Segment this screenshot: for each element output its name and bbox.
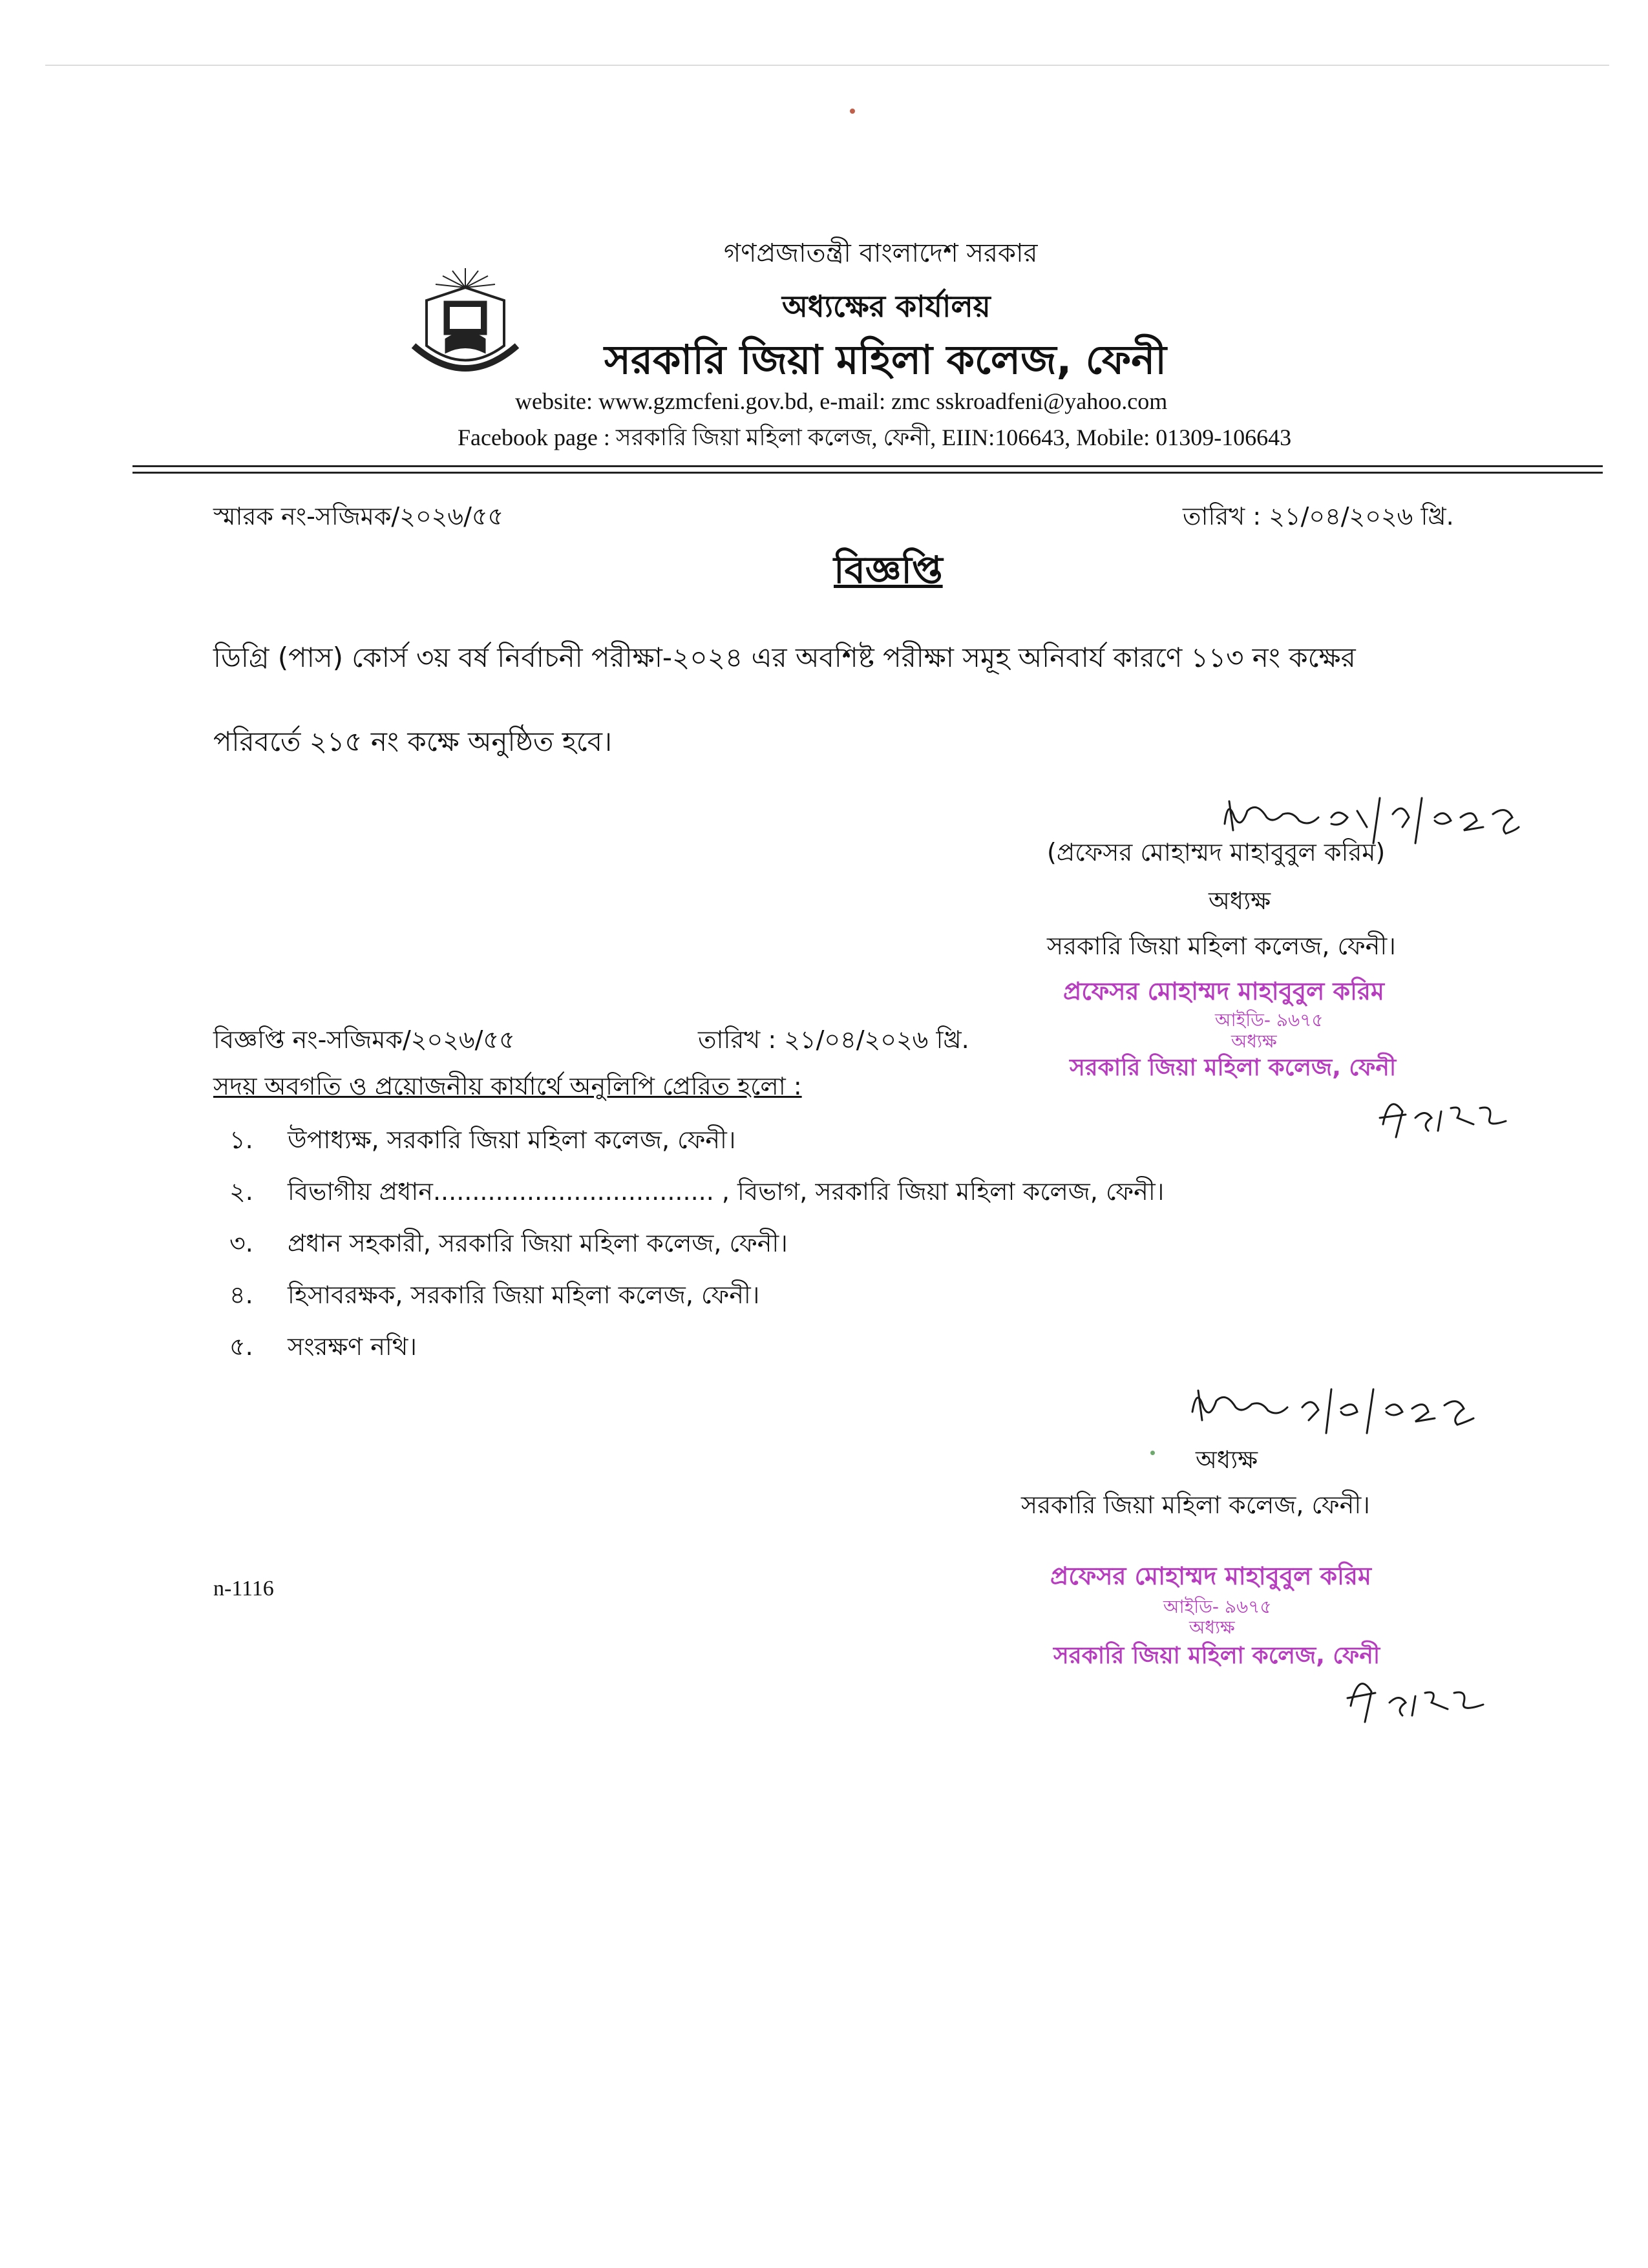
stamp-initial-2 <box>1344 1661 1499 1732</box>
copy-intro: সদয় অবগতি ও প্রয়োজনীয় কার্যার্থে অনুলিপি প্রেরিত হলো : <box>213 1072 802 1100</box>
stamp-college: সরকারি জিয়া মহিলা কলেজ, ফেনী <box>1053 1643 1380 1669</box>
principal-signature-2 <box>1189 1383 1493 1441</box>
header-divider-second <box>132 472 1603 474</box>
signatory-college: সরকারি জিয়া মহিলা কলেজ, ফেনী। <box>1047 932 1396 960</box>
recipient-number: ৫. <box>229 1332 253 1361</box>
reference-code: n-1116 <box>213 1577 274 1601</box>
recipient-item: বিভাগীয় প্রধান.................................... , বিভাগ, সরকারি জিয়া মহিলা কলেজ, ফেনী। <box>288 1177 1165 1206</box>
stamp-title: অধ্যক্ষ <box>1189 1617 1235 1638</box>
signatory-name: (প্রফেসর মোহাম্মদ মাহাবুবুল করিম) <box>1047 838 1386 866</box>
scan-speck <box>850 109 855 114</box>
recipient-item: হিসাবরক্ষক, সরকারি জিয়া মহিলা কলেজ, ফেনী। <box>288 1281 760 1309</box>
recipient-number: ৪. <box>229 1281 253 1309</box>
signatory-college: সরকারি জিয়া মহিলা কলেজ, ফেনী। <box>1021 1491 1370 1519</box>
copy-date: তারিখ : ২১/০৪/২০২৬ খ্রি. <box>698 1025 969 1054</box>
office-line: অধ্যক্ষের কার্যালয় <box>782 289 991 324</box>
stamp-name: প্রফেসর মোহাম্মদ মাহাবুবুল করিম <box>1050 1562 1371 1590</box>
recipient-item: সংরক্ষণ নথি। <box>288 1332 417 1361</box>
stamp-college: সরকারি জিয়া মহিলা কলেজ, ফেনী <box>1070 1055 1397 1081</box>
signatory-title: অধ্যক্ষ <box>1209 887 1271 915</box>
recipient-item: প্রধান সহকারী, সরকারি জিয়া মহিলা কলেজ, ফেনী। <box>288 1229 788 1257</box>
stamp-id: আইডি- ৯৬৭৫ <box>1215 1009 1324 1031</box>
college-emblem-icon <box>407 262 523 384</box>
memo-number: স্মারক নং-সজিমক/২০২৬/৫৫ <box>213 502 504 530</box>
notice-title: বিজ্ঞপ্তি <box>834 548 943 592</box>
notice-body-line-1: ডিগ্রি (পাস) কোর্স ৩য় বর্ষ নির্বাচনী পরীক্ষা-২০২৪ এর অবশিষ্ট পরীক্ষা সমূহ অনিবার্য কারণে ১১৩ নং কক্ষের <box>213 642 1356 673</box>
website-email-line: website: www.gzmcfeni.gov.bd, e-mail: zmc sskroadfeni@yahoo.com <box>515 388 1168 414</box>
notice-body-line-2: পরিবর্তে ২১৫ নং কক্ষে অনুষ্ঠিত হবে। <box>213 726 613 757</box>
recipient-number: ১. <box>229 1126 253 1154</box>
facebook-contact-line: Facebook page : সরকারি জিয়া মহিলা কলেজ, ফেনী, EIIN:106643, Mobile: 01309-106643 <box>458 425 1292 450</box>
scan-speck <box>1150 1451 1155 1455</box>
college-name: সরকারি জিয়া মহিলা কলেজ, ফেনী <box>604 336 1167 383</box>
recipient-number: ৩. <box>229 1229 253 1257</box>
signatory-title: অধ্যক্ষ <box>1196 1445 1258 1474</box>
government-line: গণপ্রজাতন্ত্রী বাংলাদেশ সরকার <box>724 238 1038 268</box>
header-divider <box>132 465 1603 467</box>
recipient-number: ২. <box>229 1177 253 1206</box>
memo-date: তারিখ : ২১/০৪/২০২৬ খ্রি. <box>1183 502 1454 530</box>
recipient-item: উপাধ্যক্ষ, সরকারি জিয়া মহিলা কলেজ, ফেনী। <box>288 1126 736 1154</box>
stamp-id: আইডি- ৯৬৭৫ <box>1163 1596 1272 1617</box>
stamp-name: প্রফেসর মোহাম্মদ মাহাবুবুল করিম <box>1063 977 1384 1005</box>
stamp-initial-1 <box>1377 1079 1525 1150</box>
stamp-title: অধ্যক্ষ <box>1231 1031 1277 1052</box>
copy-notice-number: বিজ্ঞপ্তি নং-সজিমক/২০২৬/৫৫ <box>213 1025 515 1054</box>
scan-edge-line <box>45 65 1609 66</box>
